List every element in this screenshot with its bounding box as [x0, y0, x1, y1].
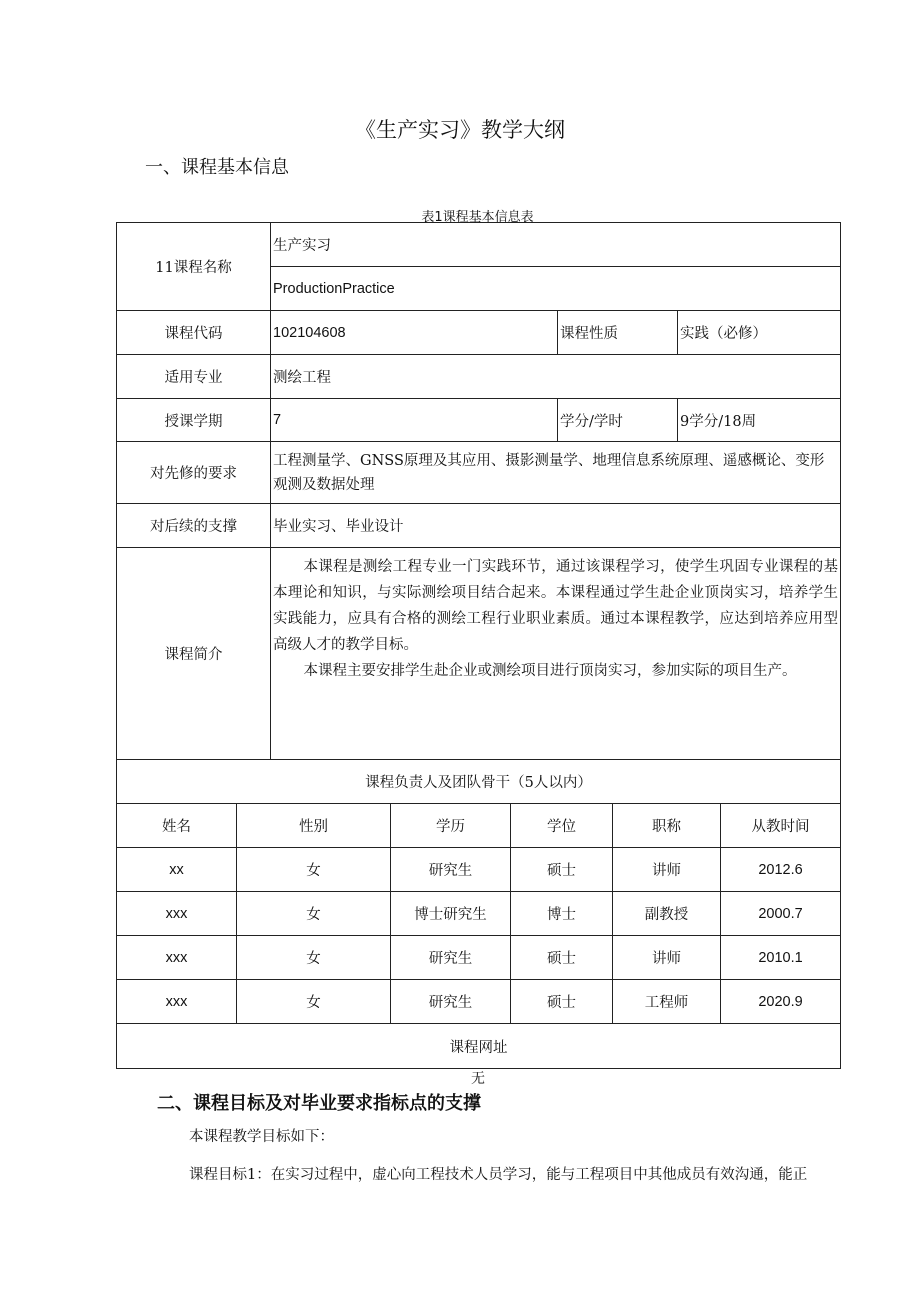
table-row [117, 223, 841, 267]
team-cell-degree: 硕士 [511, 980, 613, 1024]
prereq-label: 对先修的要求 [117, 442, 271, 504]
team-cell-title: 副教授 [613, 892, 721, 936]
team-col-gender: 性别 [237, 804, 391, 848]
table-row [117, 936, 841, 980]
objectives-intro: 本课程教学目标如下： [189, 1129, 334, 1145]
table-row [117, 311, 841, 355]
table-caption: 表1课程基本信息表 [421, 210, 534, 225]
objective-1-text: 课程目标1：在实习过程中，虚心向工程技术人员学习，能与工程项目中其他成员有效沟通，能正 [189, 1167, 808, 1183]
course-name-cn: 生产实习 [271, 223, 841, 267]
team-cell-title: 讲师 [613, 848, 721, 892]
team-cell-degree: 硕士 [511, 848, 613, 892]
team-col-title: 职称 [613, 804, 721, 848]
team-cell-since: 2012.6 [721, 848, 841, 892]
team-cell-gender: 女 [237, 892, 391, 936]
team-cell-since: 2010.1 [721, 936, 841, 980]
team-cell-education: 博士研究生 [391, 892, 511, 936]
team-cell-name: xxx [117, 980, 237, 1024]
team-col-since: 从教时间 [721, 804, 841, 848]
team-columns-row [117, 804, 841, 848]
term-label: 授课学期 [117, 399, 271, 442]
team-cell-education: 研究生 [391, 848, 511, 892]
team-cell-gender: 女 [237, 848, 391, 892]
table-row [117, 548, 841, 760]
section-heading-objectives: 二、课程目标及对毕业要求指标点的支撑 [157, 1093, 481, 1114]
table-row [117, 980, 841, 1024]
team-cell-degree: 博士 [511, 892, 613, 936]
table-row [117, 442, 841, 504]
intro-label: 课程简介 [117, 548, 271, 760]
table-row [117, 355, 841, 399]
team-col-education: 学历 [391, 804, 511, 848]
course-code-value: 102104608 [271, 311, 558, 355]
course-nature-value: 实践（必修） [678, 311, 841, 355]
team-cell-education: 研究生 [391, 980, 511, 1024]
team-header: 课程负责人及团队骨干（5人以内） [117, 760, 841, 804]
team-cell-title: 讲师 [613, 936, 721, 980]
team-cell-name: xxx [117, 892, 237, 936]
table-row [117, 892, 841, 936]
intro-value [271, 548, 841, 760]
team-col-degree: 学位 [511, 804, 613, 848]
course-name-label: 11课程名称 [117, 223, 271, 311]
major-value: 测绘工程 [271, 355, 841, 399]
website-value: 无 [471, 1071, 485, 1087]
course-code-label: 课程代码 [117, 311, 271, 355]
credit-value: 9学分/18周 [678, 399, 841, 442]
term-value: 7 [271, 399, 558, 442]
section-heading-basic-info: 一、课程基本信息 [145, 157, 289, 178]
table-row [117, 760, 841, 804]
table-row [117, 1024, 841, 1069]
team-cell-degree: 硕士 [511, 936, 613, 980]
team-cell-since: 2020.9 [721, 980, 841, 1024]
team-cell-name: xx [117, 848, 237, 892]
team-cell-education: 研究生 [391, 936, 511, 980]
table-row [117, 848, 841, 892]
team-col-name: 姓名 [117, 804, 237, 848]
course-info-table [116, 222, 841, 1069]
course-nature-label: 课程性质 [558, 311, 678, 355]
intro-paragraph-1: 本课程是测绘工程专业一门实践环节，通过该课程学习，使学生巩固专业课程的基本理论和知识，与实际测绘项目结合起来。本课程通过学生赴企业顶岗实习，培养学生实践能力，应具有合格的测绘工程行业职业素质。通过本课程教学，应达到培养应用型高级人才的教学目标。 [273, 559, 839, 653]
table-row [117, 399, 841, 442]
credit-label: 学分/学时 [558, 399, 678, 442]
page-title: 《生产实习》教学大纲 [355, 118, 565, 142]
support-value: 毕业实习、毕业设计 [271, 504, 841, 548]
intro-paragraph-2: 本课程主要安排学生赴企业或测绘项目进行顶岗实习，参加实际的项目生产。 [303, 663, 797, 679]
team-cell-gender: 女 [237, 936, 391, 980]
major-label: 适用专业 [117, 355, 271, 399]
website-label: 课程网址 [117, 1024, 841, 1069]
team-cell-since: 2000.7 [721, 892, 841, 936]
course-name-en: ProductionPractice [271, 267, 841, 311]
prereq-value: 工程测量学、GNSS原理及其应用、摄影测量学、地理信息系统原理、遥感概论、变形观测及数据处理 [271, 442, 841, 504]
team-cell-title: 工程师 [613, 980, 721, 1024]
table-row [117, 504, 841, 548]
team-cell-gender: 女 [237, 980, 391, 1024]
support-label: 对后续的支撑 [117, 504, 271, 548]
team-cell-name: xxx [117, 936, 237, 980]
